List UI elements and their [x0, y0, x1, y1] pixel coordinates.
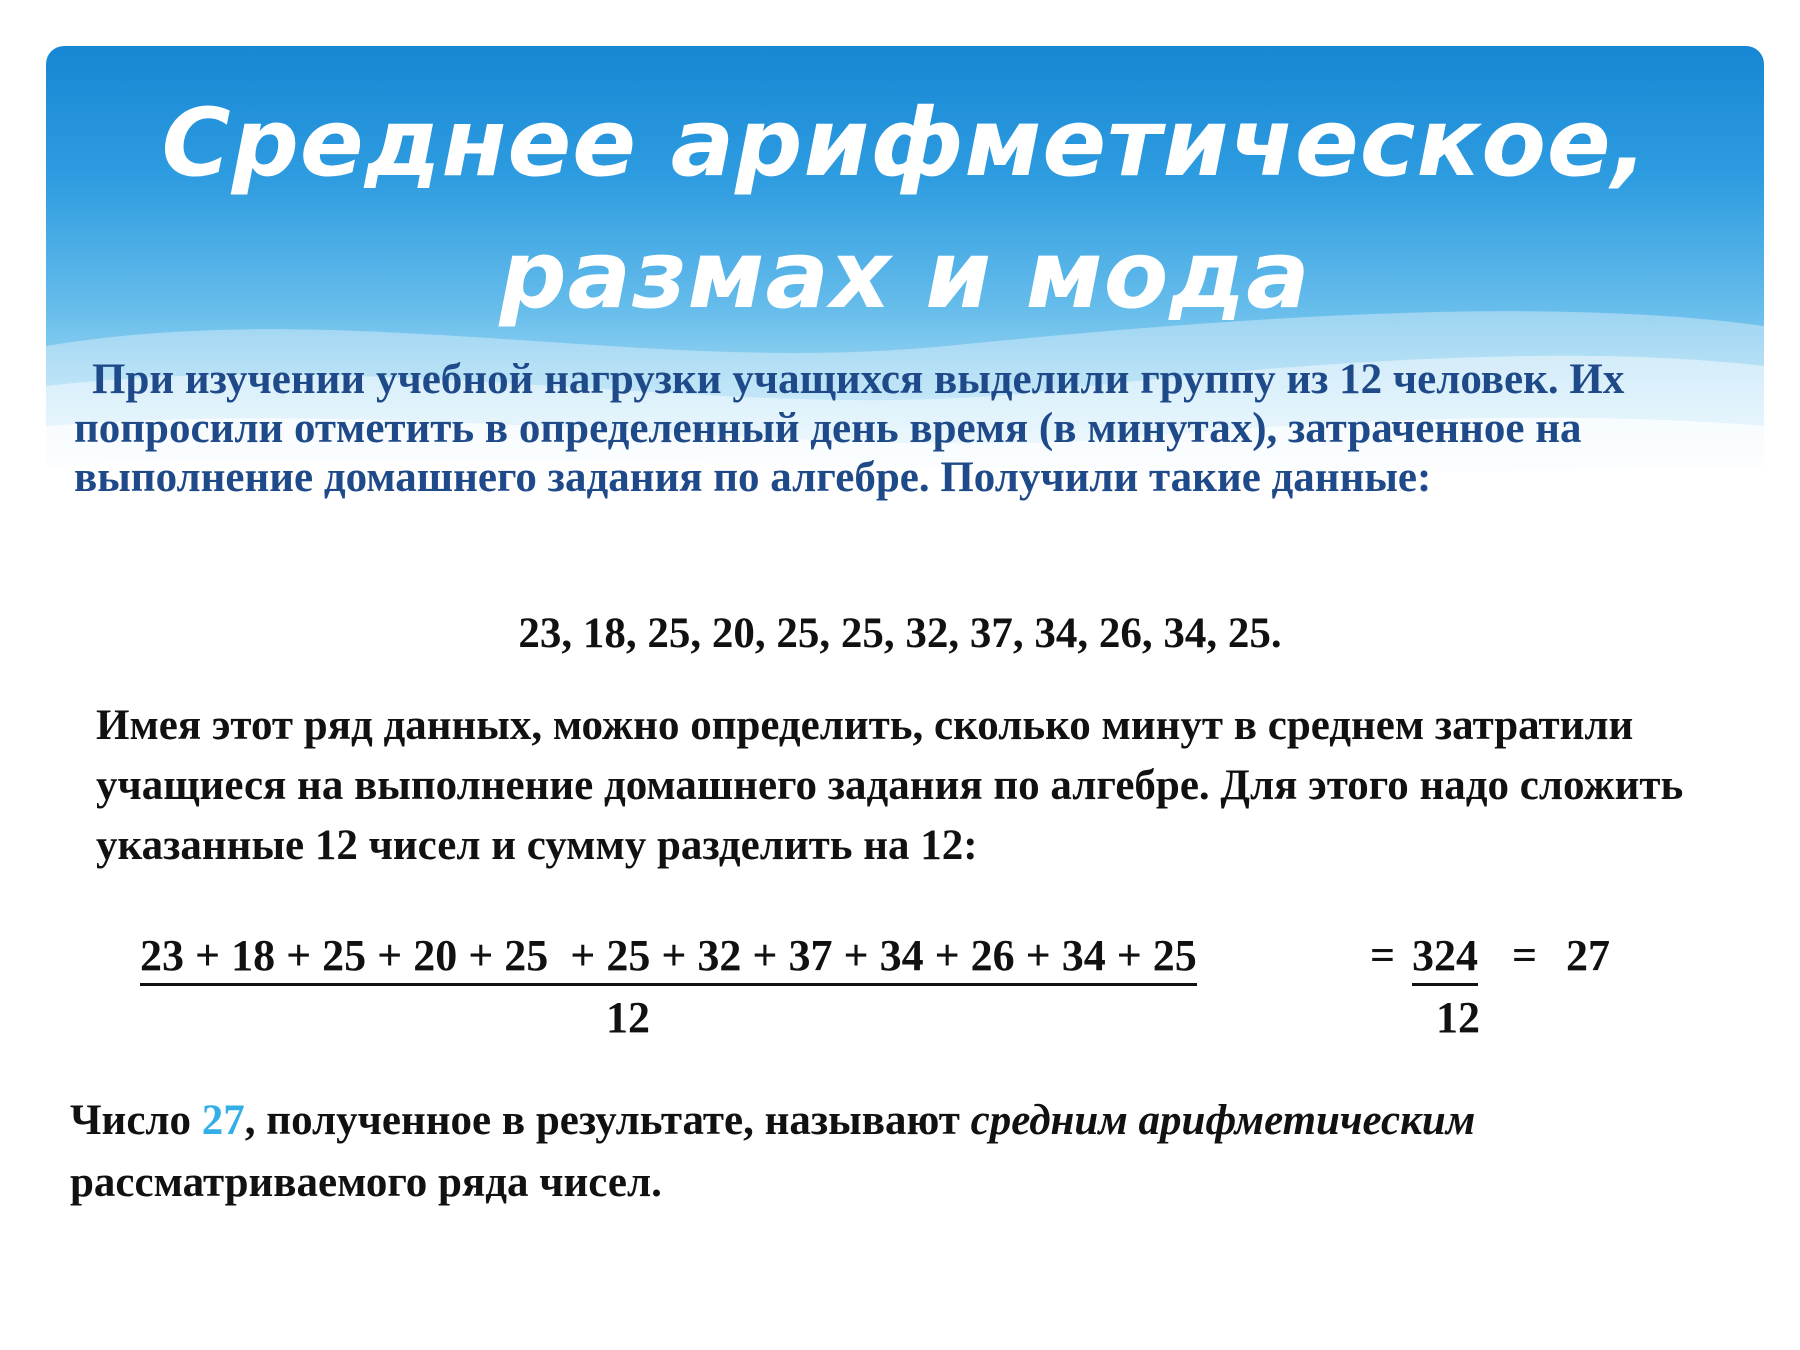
page-title: Среднее арифметическое, размах и мода	[161, 89, 1649, 330]
conclusion-suffix: рассматриваемого ряда чисел.	[70, 1159, 662, 1206]
explanation-paragraph: Имея этот ряд данных, можно определить, сколько минут в среднем затратили учащиеся на выполнение домашнего задания по алгебре. Для этого надо сложить указанные 12 чисел и сумму разделить на 12:	[96, 702, 1684, 869]
formula-denominator: 12	[606, 993, 650, 1042]
formula-numerator: 23 + 18 + 25 + 20 + 25 + 25 + 32 + 37 + 34 + 26 + 34 + 25	[140, 930, 1197, 986]
intro-text-content: При изучении учебной нагрузки учащихся выделили группу из 12 человек. Их попросили отметить в определенный день время (в минутах), затраченное на выполнение домашнего задания по алгебре. Получили такие данные:	[74, 356, 1625, 501]
mean-value: 27	[201, 1097, 245, 1144]
data-series: 23, 18, 25, 20, 25, 25, 32, 37, 34, 26, 34, 25.	[518, 610, 1282, 657]
formula-result: 27	[1566, 931, 1610, 980]
mean-formula	[0, 930, 1800, 1060]
formula-equals-result: =	[1512, 931, 1538, 980]
conclusion-prefix: Число	[70, 1097, 202, 1144]
formula-sum-denominator: 12	[1436, 993, 1480, 1042]
term-arithmetic-mean: средним арифметическим	[970, 1097, 1476, 1144]
intro-text	[74, 355, 1694, 502]
formula-sum: 324	[1412, 930, 1478, 986]
conclusion-middle: , полученное в результате, называют	[244, 1097, 971, 1144]
conclusion-text	[70, 1090, 1750, 1214]
formula-equals: =	[1370, 931, 1396, 980]
